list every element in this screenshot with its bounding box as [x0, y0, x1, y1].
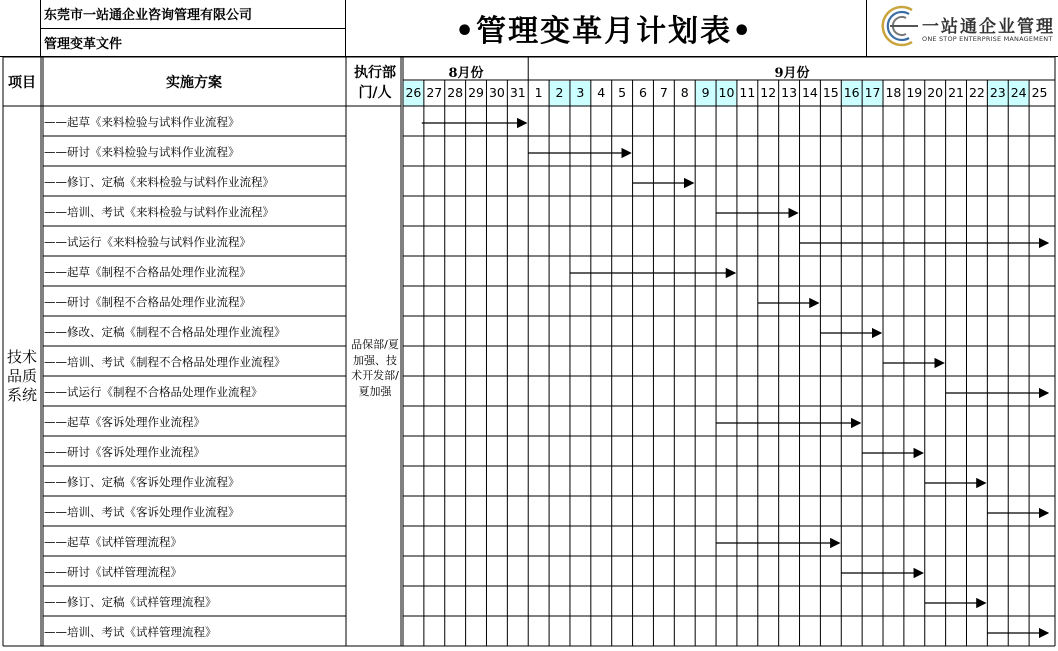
day-header-cell: 15: [822, 85, 839, 100]
day-header-cell: 8: [680, 85, 689, 100]
task-label: ——培训、考试《试样管理流程》: [44, 625, 217, 639]
task-label: ——试运行《制程不合格品处理作业流程》: [44, 385, 263, 399]
day-header-cell: 9: [701, 85, 710, 100]
day-header-cell: 22: [968, 85, 985, 100]
day-header-cell: 25: [1031, 85, 1048, 100]
day-header-cell: 1: [534, 85, 543, 100]
task-label: ——起草《制程不合格品处理作业流程》: [44, 265, 251, 279]
day-header-cell: 7: [659, 85, 668, 100]
task-label: ——研讨《制程不合格品处理作业流程》: [44, 295, 251, 309]
month-september-header: 9月份: [774, 66, 810, 81]
day-header-cell: 29: [468, 85, 484, 100]
day-header-cell: 10: [718, 85, 735, 100]
task-label: ——修订、定稿《试样管理流程》: [44, 595, 217, 609]
day-header-cell: 17: [864, 85, 881, 100]
day-header-cell: 21: [948, 85, 964, 100]
day-header-cell: 26: [405, 85, 422, 100]
day-header-cell: 23: [989, 85, 1006, 100]
company-name: 东莞市一站通企业咨询管理有限公司: [44, 8, 253, 23]
day-header-cell: 31: [509, 85, 526, 100]
task-label: ——培训、考试《制程不合格品处理作业流程》: [44, 355, 286, 369]
day-header-cell: 13: [781, 85, 798, 100]
day-header-cell: 5: [618, 85, 627, 100]
owner-cell: 品保部/夏加强、技术开发部/夏加强: [351, 338, 399, 398]
task-label: ——培训、考试《来料检验与试料作业流程》: [44, 205, 274, 219]
task-label: ——培训、考试《客诉处理作业流程》: [44, 505, 240, 519]
day-header-cell: 3: [576, 85, 585, 100]
month-august-header: 8月份: [448, 66, 484, 81]
day-header-cell: 30: [488, 85, 505, 100]
logo-english-text: ONE STOP ENTERPRISE MANAGEMENT: [922, 35, 1053, 43]
page-title: •管理变革月计划表•: [455, 14, 754, 49]
day-header-cell: 19: [906, 85, 923, 100]
task-label: ——起草《客诉处理作业流程》: [44, 415, 205, 429]
day-header-cell: 2: [555, 85, 564, 100]
task-label: ——起草《试样管理流程》: [44, 535, 182, 549]
logo-chinese-text: 一站通企业管理: [922, 17, 1055, 37]
item-column-header: 项目: [8, 75, 36, 91]
day-header-cell: 27: [426, 85, 443, 100]
task-label: ——研讨《客诉处理作业流程》: [44, 445, 205, 459]
day-header-cell: 11: [739, 85, 756, 100]
day-header-cell: 28: [447, 85, 464, 100]
task-label: ——试运行《来料检验与试料作业流程》: [44, 235, 251, 249]
day-header-cell: 14: [801, 85, 818, 100]
category-cell: 技术品质系统: [6, 348, 37, 404]
day-header-cell: 20: [927, 85, 944, 100]
task-label: ——研讨《试样管理流程》: [44, 565, 182, 579]
task-label: ——修订、定稿《客诉处理作业流程》: [44, 475, 240, 489]
day-header-cell: 16: [843, 85, 860, 100]
document-type: 管理变革文件: [44, 37, 123, 52]
day-header-cell: 12: [760, 85, 777, 100]
day-header-cell: 18: [885, 85, 902, 100]
task-label: ——修订、定稿《来料检验与试料作业流程》: [44, 175, 274, 189]
task-label: ——研讨《来料检验与试料作业流程》: [44, 145, 240, 159]
day-header-cell: 6: [639, 85, 647, 100]
owner-column-header-line1: 执行部: [354, 65, 396, 81]
day-header-cell: 4: [597, 85, 606, 100]
owner-column-header-line2: 门/人: [358, 85, 392, 101]
task-label: ——修改、定稿《制程不合格品处理作业流程》: [44, 325, 286, 339]
task-label: ——起草《来料检验与试料作业流程》: [44, 115, 240, 129]
plan-column-header: 实施方案: [166, 75, 222, 91]
day-header-cell: 24: [1010, 85, 1027, 100]
